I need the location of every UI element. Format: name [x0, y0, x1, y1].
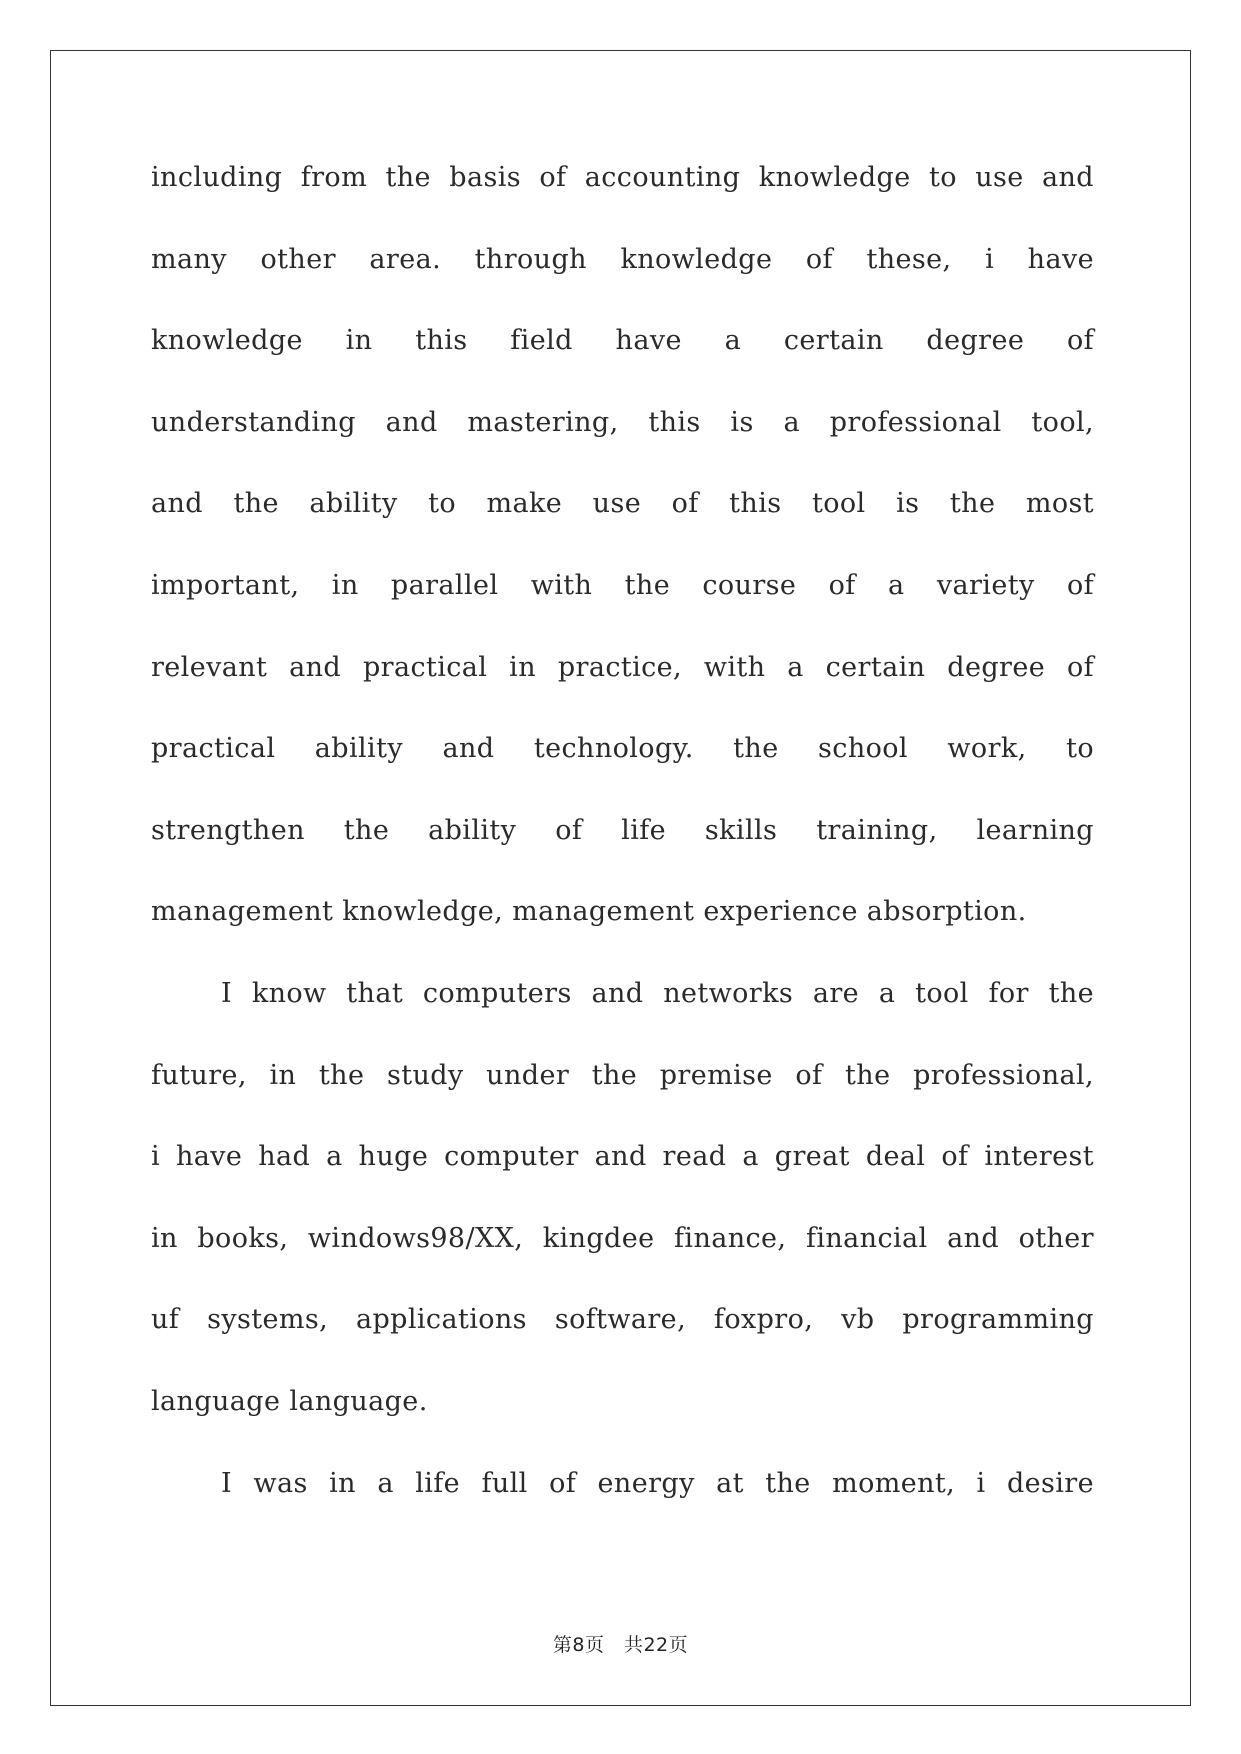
paragraph-start-line: I was in a life full of energy at the moment, i desire [221, 1467, 1094, 1499]
text-line: understanding and mastering, this is a professional tool, [151, 406, 1094, 438]
text-line: including from the basis of accounting knowledge to use and [151, 162, 1094, 193]
text-line: and the ability to make use of this tool is the most [151, 488, 1094, 520]
text-line: future, in the study under the premise of the professional, [151, 1059, 1094, 1091]
text-line: language language. [151, 1385, 428, 1417]
page-number-footer: 第8页 共22页 [552, 1634, 689, 1656]
text-line: relevant and practical in practice, with a certain degree of [151, 651, 1094, 683]
text-line: management knowledge, management experience absorption. [151, 896, 1027, 928]
text-line: practical ability and technology. the school work, to [151, 733, 1094, 765]
text-line: knowledge in this field have a certain degree of [151, 325, 1094, 357]
text-line: important, in parallel with the course of a variety of [151, 569, 1094, 601]
text-line: i have had a huge computer and read a great deal of interest [151, 1141, 1094, 1173]
text-line: in books, windows98/XX, kingdee finance, financial and other [151, 1222, 1094, 1254]
text-line: many other area. through knowledge of these, i have [151, 243, 1094, 275]
paragraph-start-line: I know that computers and networks are a tool for the [221, 977, 1094, 1009]
text-line: strengthen the ability of life skills training, learning [151, 814, 1094, 846]
document-body [151, 158, 1094, 1545]
text-line: uf systems, applications software, foxpro, vb programming [151, 1304, 1094, 1336]
